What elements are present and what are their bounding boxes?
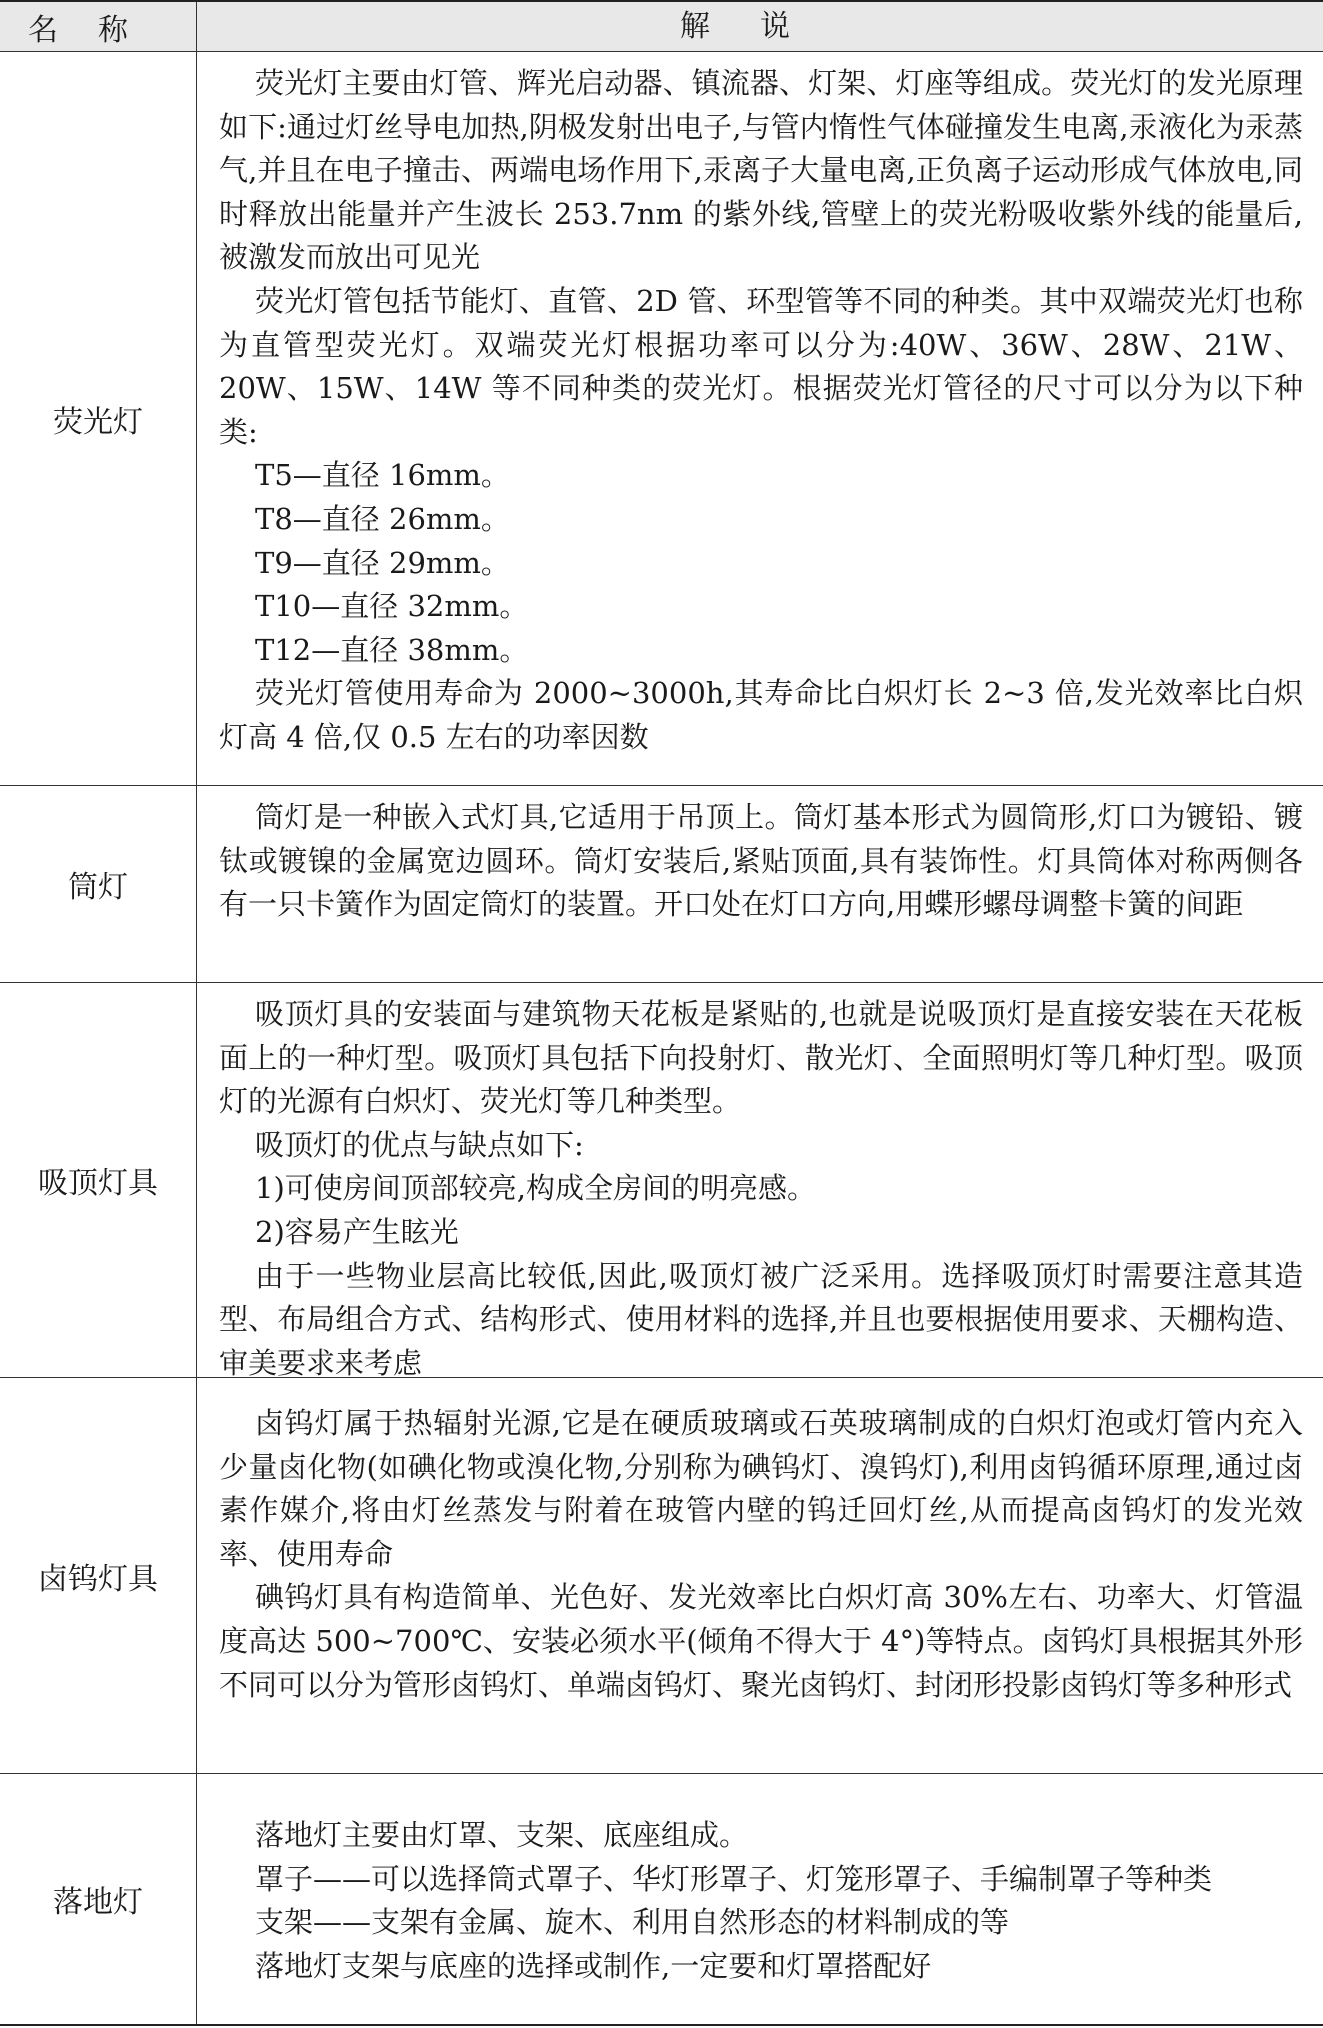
paragraph: 吸顶灯的优点与缺点如下: xyxy=(255,1127,584,1162)
table-row xyxy=(0,983,1323,1378)
header-desc: 解说 xyxy=(680,8,840,44)
row-name: 吸顶灯具 xyxy=(0,983,197,1377)
paragraph: 由于一些物业层高比较低,因此,吸顶灯被广泛采用。选择吸顶灯时需要注意其造型、布局组合方式、结构形式、使用材料的选择,并且也要根据使用要求、天棚构造、审美要求来考虑 xyxy=(219,1258,1303,1380)
row-desc xyxy=(197,786,1323,982)
paragraph: 吸顶灯具的安装面与建筑物天花板是紧贴的,也就是说吸顶灯是直接安装在天花板面上的一种灯型。吸顶灯具包括下向投射灯、散光灯、全面照明灯等几种灯型。吸顶灯的光源有白炽灯、荧光灯等几种类型。 xyxy=(219,997,1303,1119)
paragraph: 1)可使房间顶部较亮,构成全房间的明亮感。 xyxy=(255,1171,816,1206)
paragraph: T5—直径 16mm。 xyxy=(255,458,510,493)
paragraph: 落地灯主要由灯罩、支架、底座组成。 xyxy=(255,1818,749,1852)
paragraph: 落地灯支架与底座的选择或制作,一定要和灯罩搭配好 xyxy=(255,1948,932,1983)
row-name: 筒灯 xyxy=(0,786,197,982)
table-header xyxy=(0,2,1323,52)
paragraph: 罩子——可以选择筒式罩子、华灯形罩子、灯笼形罩子、手编制罩子等种类 xyxy=(255,1861,1213,1896)
paragraph: 荧光灯主要由灯管、辉光启动器、镇流器、灯架、灯座等组成。荧光灯的发光原理如下:通过灯丝导电加热,阴极发射出电子,与管内惰性气体碰撞发生电离,汞液化为汞蒸气,并且在电子撞击、两端电场作用下,汞离子大量电离,正负离子运动形成气体放电,同时释放出能量并产生波长 253.7nm 的紫外线,管壁上的荧光粉吸收紫外线的能量后,被激发而放出可见光 xyxy=(219,66,1303,275)
paragraph: T9—直径 29mm。 xyxy=(255,545,510,580)
row-desc xyxy=(197,1378,1323,1773)
row-desc xyxy=(197,1774,1323,2024)
paragraph: T10—直径 32mm。 xyxy=(255,589,529,624)
table-row xyxy=(0,52,1323,786)
paragraph: 碘钨灯具有构造简单、光色好、发光效率比白炽灯高 30%左右、功率大、灯管温度高达 500~700℃、安装必须水平(倾角不得大于 4°)等特点。卤钨灯具根据其外形不同可以分为管形卤钨灯、单端卤钨灯、聚光卤钨灯、封闭形投影卤钨灯等多种形式 xyxy=(219,1580,1303,1702)
row-name: 荧光灯 xyxy=(0,52,197,785)
row-name: 落地灯 xyxy=(0,1774,197,2024)
paragraph: 荧光灯管包括节能灯、直管、2D 管、环型管等不同的种类。其中双端荧光灯也称为直管型荧光灯。双端荧光灯根据功率可以分为:40W、36W、28W、21W、20W、15W、14W 等不同种类的荧光灯。根据荧光灯管径的尺寸可以分为以下种类: xyxy=(219,283,1303,449)
table-row xyxy=(0,786,1323,983)
paragraph: 2)容易产生眩光 xyxy=(255,1214,459,1249)
paragraph: 筒灯是一种嵌入式灯具,它适用于吊顶上。筒灯基本形式为圆筒形,灯口为镀铅、镀钛或镀镍的金属宽边圆环。筒灯安装后,紧贴顶面,具有装饰性。灯具筒体对称两侧各有一只卡簧作为固定筒灯的装置。开口处在灯口方向,用蝶形螺母调整卡簧的间距 xyxy=(219,800,1303,922)
table-row xyxy=(0,1378,1323,1774)
header-name: 名称 xyxy=(0,2,197,51)
row-desc xyxy=(197,983,1323,1380)
table-row xyxy=(0,1774,1323,2024)
paragraph: 卤钨灯属于热辐射光源,它是在硬质玻璃或石英玻璃制成的白炽灯泡或灯管内充入少量卤化物(如碘化物或溴化物,分别称为碘钨灯、溴钨灯),利用卤钨循环原理,通过卤素作媒介,将由灯丝蒸发与附着在玻管内壁的钨迁回灯丝,从而提高卤钨灯的发光效率、使用寿命 xyxy=(219,1406,1303,1571)
paragraph: T8—直径 26mm。 xyxy=(255,501,510,536)
paragraph: 荧光灯管使用寿命为 2000~3000h,其寿命比白炽灯长 2~3 倍,发光效率比白炽灯高 4 倍,仅 0.5 左右的功率因数 xyxy=(219,676,1303,754)
paragraph: T12—直径 38mm。 xyxy=(255,632,529,667)
row-desc xyxy=(197,52,1323,785)
paragraph: 支架——支架有金属、旋木、利用自然形态的材料制成的等 xyxy=(255,1905,1010,1940)
row-name: 卤钨灯具 xyxy=(0,1378,197,1773)
